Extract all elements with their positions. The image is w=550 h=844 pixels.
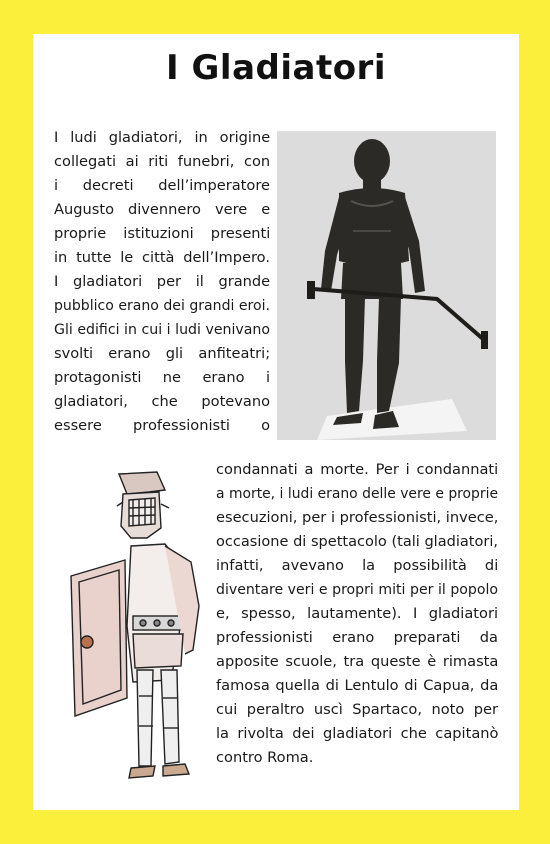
gladiator-drawing bbox=[61, 466, 211, 796]
page-title: I Gladiatori bbox=[166, 48, 386, 88]
text-line: protagonisti ne erano i bbox=[54, 369, 270, 386]
gladiator-icon bbox=[61, 466, 211, 796]
text-line: diventare veri e propri miti per il popolo bbox=[216, 582, 498, 598]
text-line: I ludi gladiatori, in origine bbox=[54, 129, 271, 146]
text-line: professionisti erano preparati da bbox=[216, 629, 498, 646]
text-line: contro Roma. bbox=[216, 749, 314, 766]
text-line: collegati ai riti funebri, con bbox=[54, 153, 271, 170]
text-line: Gli edifici in cui i ludi venivano bbox=[54, 322, 270, 338]
text-line: Augusto divennero vere e bbox=[54, 201, 271, 218]
text-line: gladiatori, che potevano bbox=[54, 393, 271, 410]
text-line: condannati a morte. Per i condannati bbox=[216, 461, 499, 478]
text-line: i decreti dell’imperatore bbox=[54, 177, 270, 194]
document-page bbox=[33, 34, 519, 810]
text-line: a morte, i ludi erano delle vere e proprie bbox=[216, 486, 498, 502]
text-line: I gladiatori per il grande bbox=[54, 273, 271, 290]
text-line: esecuzioni, per i professionisti, invece, bbox=[216, 509, 499, 526]
paragraph-continuation bbox=[216, 458, 498, 770]
text-line: svolti erano gli anfiteatri; bbox=[54, 345, 271, 362]
paragraph-intro bbox=[54, 126, 270, 438]
text-line: essere professionisti o bbox=[54, 417, 270, 434]
text-line: infatti, avevano la possibilità di bbox=[216, 557, 499, 574]
text-line: in tutte le città dell’Impero. bbox=[54, 249, 270, 266]
text-line: occasione di spettacolo (tali gladiatori, bbox=[216, 534, 498, 550]
text-line: cui peraltro uscì Spartaco, noto per bbox=[216, 701, 498, 718]
text-line: apposite scuole, tra queste è rimasta bbox=[216, 653, 499, 670]
text-line: la rivolta dei gladiatori che capitanò bbox=[216, 725, 499, 742]
text-line: famosa quella di Lentulo di Capua, da bbox=[216, 677, 499, 694]
text-line: proprie istituzioni presenti bbox=[54, 225, 271, 242]
text-line: pubblico erano dei grandi eroi. bbox=[54, 298, 270, 314]
bronze-statue-photo bbox=[277, 131, 496, 440]
statue-icon bbox=[277, 131, 496, 440]
text-line: e, spesso, lautamente). I gladiatori bbox=[216, 605, 498, 622]
